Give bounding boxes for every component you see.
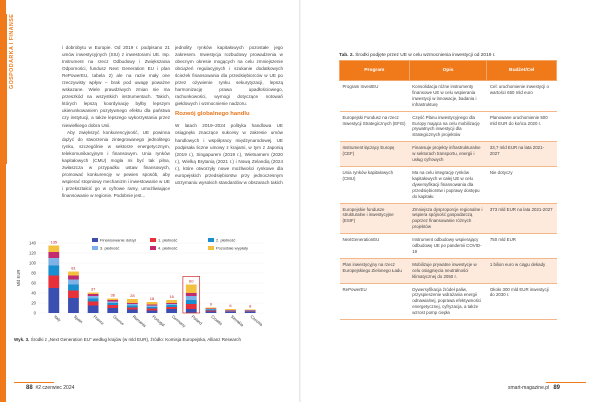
- table-cell: 33,7 mld EUR na lata 2021-2027: [487, 142, 557, 167]
- column-header: Opis: [409, 61, 487, 81]
- footer-rule: [14, 382, 54, 383]
- section-heading: Rozwój globalnego handlu: [175, 111, 250, 118]
- bar-total-label: 135: [50, 239, 58, 245]
- bar-segment: [127, 310, 138, 314]
- bar-segment: [225, 311, 236, 312]
- bar-segment: [88, 296, 99, 299]
- page-number: 89: [553, 385, 560, 391]
- bar-segment: [127, 304, 138, 306]
- bar-segment: [127, 308, 138, 310]
- bar-segment: [186, 285, 197, 294]
- table-header-row: [340, 61, 557, 81]
- bar-segment: [68, 276, 79, 280]
- bar-total-label: 37: [90, 286, 96, 292]
- legend-swatch: [150, 238, 156, 242]
- x-tick-label: Romania: [131, 313, 148, 329]
- bar-total-label: 8: [249, 303, 252, 309]
- y-tick-label: 120: [29, 250, 36, 256]
- bar-segment: [225, 309, 236, 310]
- bar-segment: [48, 288, 59, 313]
- bar-segment: [245, 312, 256, 313]
- table-cell: Instrument łączący Europę (CEF): [340, 142, 410, 167]
- bar-segment: [107, 305, 118, 308]
- table-cell: Nie dotyczy: [487, 166, 557, 203]
- x-tick-label: Italy: [53, 313, 63, 323]
- bar-segment: [88, 302, 99, 306]
- table-cell: Mobilizuje prywatne inwestycje w celu osiągnięcia neutralności klimatycznej do 2050 r.: [409, 258, 487, 283]
- bar-segment: [186, 300, 197, 304]
- bar-segment: [147, 305, 158, 306]
- bar-total-label: 81: [71, 265, 76, 271]
- chart-caption-label: Wyk. 3.: [14, 337, 30, 342]
- bar-segment: [225, 312, 236, 313]
- paragraph: W latach 2019–2024 polityka handlowa UE osiągnęła znaczące sukcesy w zakresie umów handlowych i współpracy międzynarodowej. UE podpisała liczne umowy z krajami, w tym z Japonią (2019 r.), Singapurem (2019 r.), Wietnamem (2020 r.), Wielką Brytanią (2021 r.) i Nową Zelandią (2024 r.), które otworzyły nowe możliwości rynkowe dla europejskich przedsiębiorstw przy jednoczesnym utrzymaniu wysokich standardów w obszarach takich: [175, 123, 283, 185]
- bar-segment: [68, 280, 79, 285]
- table-cell: NextGenerationEU: [340, 234, 410, 259]
- table-row: [340, 234, 557, 259]
- bar-segment: [68, 272, 79, 276]
- y-tick-label: 100: [29, 260, 36, 266]
- legend-swatch: [92, 246, 98, 250]
- x-tick-label: Croatia: [210, 313, 224, 327]
- bar-segment: [186, 293, 197, 296]
- table-row: [340, 111, 557, 142]
- table-cell: 373 mld EUR na lata 2021-2027: [487, 203, 557, 234]
- bar-segment: [68, 298, 79, 313]
- table-row: [340, 166, 557, 203]
- y-tick-label: 60: [31, 280, 36, 286]
- bar-segment: [88, 299, 99, 302]
- table-cell: Unia rynków kapitałowych (CMU): [340, 166, 410, 203]
- paragraph: i dobrobytu w Europie. Od 2019 r. podpisano 21 umów inwestycyjnych (SIU) z inwestorami UE. Inp. Instrument na rzecz Odbudowy i Zwiększania Odporności, fundusz Next Generation EU i plan RePowerEU, tabela 2) ale na razie mały one rzeczywisty wpływ – brak pod uwagę poważne wskazane. Wiele prawdziwych zmian nie ma przeszkód na wszystkich instrumentach. Takich, których lepszą koordynację byłby lepszym ukierunkowaniem pozytywnego efektu dla państwa czy instytucji, a także lepszego wykorzystania przez niewielkiego dobra Unii.: [62, 45, 170, 128]
- bar-segment: [88, 294, 99, 296]
- bar-segment: [147, 302, 158, 305]
- bar-segment: [206, 312, 217, 314]
- bar-segment: [245, 311, 256, 312]
- bar-segment: [206, 310, 217, 311]
- paragraph: Aby zwiększyć konkurencyjność, UE powinna dążyć do stworzenia zintegrowanego jednolitego rynku, szczególnie w sektorze energetycznym, telekomunikacyjnym i finansowym. Unia rynków kapitałowych (CMU) mogła mi być tak pilna, zwłaszcza w przypadku ustaw finansowych, promować konkurencję w pewien sposób, aby wspierać stopniowy mechanizm i inwestowanie w UE i przekształcić go w cyfrowe ramy, umożliwiające finansowanie w regionie. Podobnie jest...: [62, 129, 170, 198]
- table-cell: Plan inwestycyjny na rzecz Europejskiego Zielonego Ładu: [340, 258, 410, 283]
- bar-segment: [48, 252, 59, 258]
- bar-segment: [48, 246, 59, 253]
- legend-label: 1. płatność: [158, 237, 178, 243]
- x-tick-label: Czechia: [249, 313, 264, 328]
- bar-segment: [107, 300, 118, 302]
- bar-segment: [48, 258, 59, 266]
- bar-segment: [147, 311, 158, 314]
- chart-svg: [14, 235, 284, 335]
- bar-segment: [245, 310, 256, 311]
- table-cell: 750 mld EUR: [487, 234, 557, 259]
- table-cell: Europejskie fundusze strukturalne i inwestycyjne (ESIF): [340, 203, 410, 234]
- chart-caption: [14, 337, 264, 344]
- table-cell: Ma na celu integrację rynków kapitałowych w całej UE w celu dywersyfikacji finansowania dla przedsiębiorstw i poprawy dostępu do kapitału: [409, 166, 487, 203]
- text-column-1: [62, 44, 170, 199]
- investment-table: [339, 60, 557, 320]
- table-cell: Zmniejsza dysproporcje regionalne i wspiera spójność gospodarczą poprzez finansowanie różnych projektów: [409, 203, 487, 234]
- y-tick-label: 80: [31, 270, 36, 276]
- x-tick-label: Greece: [112, 313, 126, 327]
- legend-swatch: [208, 246, 214, 250]
- bar-segment: [127, 299, 138, 303]
- x-tick-label: Poland: [190, 313, 204, 326]
- bar-segment: [206, 311, 217, 312]
- table-row: [340, 258, 557, 283]
- y-tick-label: 0: [33, 310, 36, 316]
- table-cell: Instrument odbudowy wspierający odbudowę UE po pandemii COVID-19: [409, 234, 487, 259]
- bar-total-label: 9: [209, 301, 213, 307]
- bar-segment: [48, 266, 59, 276]
- table-cell: Program InvestEU: [340, 81, 410, 112]
- bar-total-label: 6: [229, 303, 232, 308]
- bar-total-label: 28: [130, 293, 135, 298]
- site-label: smart-magazine.pl: [508, 385, 550, 391]
- bar-segment: [88, 293, 99, 295]
- x-tick-label: Germany: [170, 313, 187, 329]
- bar-segment: [107, 302, 118, 304]
- table-cell: Finansuje projekty infrastrukturalne w sektorach transportu, energii i usług cyfrowych: [409, 142, 487, 167]
- bar-segment: [107, 299, 118, 301]
- legend-swatch: [150, 246, 156, 250]
- bar-segment: [225, 312, 236, 313]
- bar-segment: [166, 307, 177, 309]
- table-cell: Europejski Fundusz na rzecz Inwestycji Strategicznych (EFIS): [340, 111, 410, 142]
- bar-segment: [206, 309, 217, 310]
- bar-segment: [206, 308, 217, 309]
- column-header: Budżet/Cel: [487, 61, 557, 81]
- text-column-2: [175, 44, 283, 186]
- bar-segment: [166, 305, 177, 307]
- x-tick-label: Spain: [72, 313, 84, 325]
- legend-label: Pozostałe wypłaty: [216, 245, 249, 251]
- bar-segment: [225, 311, 236, 312]
- y-tick-label: 140: [29, 240, 36, 246]
- y-tick-label: 20: [31, 300, 36, 306]
- y-axis-label: Mld EUR: [16, 269, 21, 287]
- bar-segment: [147, 307, 158, 309]
- bar-segment: [127, 306, 138, 308]
- bar-segment: [225, 310, 236, 311]
- table-title: [339, 53, 495, 58]
- footer-left: [26, 385, 74, 391]
- bar-segment: [166, 300, 177, 303]
- bar-segment: [166, 309, 177, 313]
- x-tick-label: France: [92, 313, 106, 326]
- bar-segment: [107, 303, 118, 305]
- table-cell: 1 bilion euro w ciągu dekady: [487, 258, 557, 283]
- table-cell: Dywersyfikacja źródeł paliw, przyspieszenie wdrażania energii odnawialnej, poprawa efektywności energetycznej, cyfryzacja, a także wzrost pomp ciepła: [409, 283, 487, 320]
- paragraph: jednolity rynków kapitałowych pozostałe jego zakresem. Inwestycja rozbudowy prowadzenia w obecnym okresie mogących na celu zmniejszenie obciążeń regulacyjnych i szukanie dodatkowych ścieżek finansowania dla przedsiębiorców w UE po przez ożywienie rynku sekurytyzacji, lepszą harmonizację prawa upadłościowego, rachunkowości, wymogi dotyczące notowań giełdowych i wzmocnienie nadzoru.: [175, 45, 283, 107]
- footer-rule: [546, 382, 586, 383]
- bar-total-label: 60: [189, 278, 194, 284]
- footer-right: [508, 385, 560, 391]
- section-rule: [6, 14, 7, 164]
- issue-label: #2 czerwiec 2024: [35, 385, 75, 391]
- section-label: GOSPODARKA I FINANSE: [9, 14, 15, 90]
- bar-total-label: 18: [149, 296, 155, 301]
- chart-caption-text: Środki z „Next Generation EU” według krajów (w mld EUR), źródło: Komisja Europejska, Allianz Research: [30, 337, 242, 342]
- bar-segment: [68, 291, 79, 299]
- bar-total-label: 36: [110, 292, 115, 298]
- bar-segment: [147, 309, 158, 311]
- table-cell: Cel: uruchomienie inwestycji o wartości 650 mld euro: [487, 81, 557, 112]
- bar-segment: [186, 296, 197, 300]
- bar-segment: [127, 303, 138, 304]
- table-title-label: Tab. 2.: [339, 53, 354, 58]
- table-title-text: Środki podjęte przez UE w celu wzmocnienia inwestycji od 2019 r.: [355, 53, 496, 58]
- bar-segment: [48, 276, 59, 289]
- table-row: [340, 203, 557, 234]
- legend-label: 3. płatność: [100, 245, 120, 251]
- bar-segment: [166, 304, 177, 305]
- table-cell: Planowane uruchomienie 500 mld EUR do końca 2020 r.: [487, 111, 557, 142]
- bar-segment: [245, 312, 256, 313]
- x-tick-label: Slovakia: [229, 313, 245, 328]
- bar-segment: [245, 311, 256, 312]
- legend-swatch: [208, 238, 214, 242]
- bar-segment: [186, 309, 197, 313]
- bar-segment: [147, 306, 158, 308]
- legend-label: Finansowanie dotąd: [100, 237, 136, 243]
- bar-chart: [14, 235, 284, 335]
- bar-segment: [186, 304, 197, 309]
- column-header: Program: [340, 61, 410, 81]
- bar-total-label: 16: [169, 294, 174, 299]
- y-tick-label: 40: [31, 290, 36, 296]
- table-cell: Około 300 mld EUR inwestycji do 2030 r.: [487, 283, 557, 320]
- legend-swatch: [92, 238, 98, 242]
- x-tick-label: Portugal: [151, 313, 166, 328]
- table-row: [340, 81, 557, 112]
- page-number: 88: [26, 385, 33, 391]
- legend-label: 2. płatność: [216, 237, 236, 243]
- table-cell: RePowerEU: [340, 283, 410, 320]
- bar-segment: [206, 309, 217, 310]
- table-row: [340, 142, 557, 167]
- table-cell: Konsolidacja różne instrumenty finansowe UE w celu wspierania inwestycji w innowacje, badania i infrastrukturę: [409, 81, 487, 112]
- table-row: [340, 283, 557, 320]
- legend-label: 4. płatność: [158, 245, 178, 251]
- table-cell: Część Planu inwestycyjnego dla Europy mająca na celu mobilizację prywatnych inwestycji dla strategicznych projektów: [409, 111, 487, 142]
- bar-segment: [68, 285, 79, 291]
- bar-segment: [107, 308, 118, 313]
- bar-segment: [166, 303, 177, 304]
- bar-segment: [245, 310, 256, 311]
- bar-segment: [88, 306, 99, 314]
